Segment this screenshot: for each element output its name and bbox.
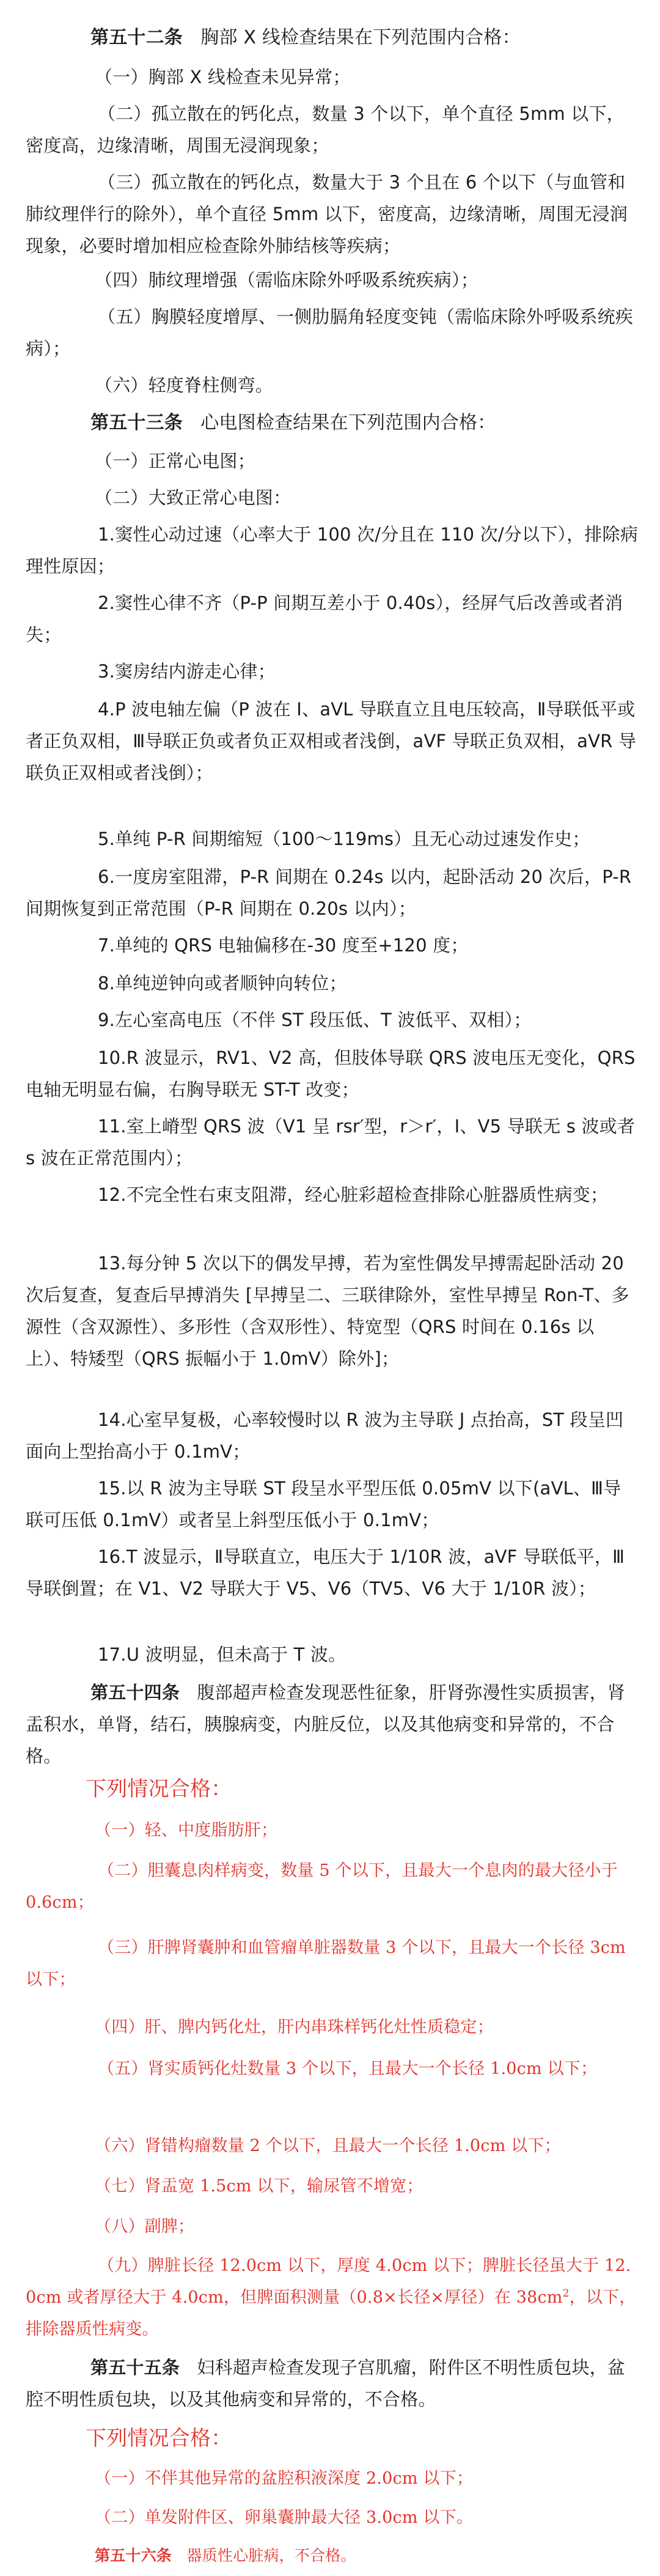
article-55-heading: 第五十五条 妇科超声检查发现子宫肌瘤，附件区不明性质包块，盆腔不明性质包块，以及其他病变和异常的，不合格。 [26, 2357, 626, 2410]
article-53-item: 3.窦房结内游走心律； [98, 661, 276, 682]
article-53-item: 17.U 波明显，但未高于 T 波。 [98, 1644, 346, 1665]
article-54-item: （三）肝脾肾囊肿和血管瘤单脏器数量 3 个以下，且最大一个长径 3cm 以下； [26, 1938, 626, 1989]
article-53-item: （一）正常心电图； [95, 451, 255, 471]
article-52-item: （一）胸部 X 线检查未见异常； [95, 67, 351, 87]
article-53-item: 13.每分钟 5 次以下的偶发早搏，若为室性偶发早搏需起卧活动 20 次后复查，复查后早搏消失 [早搏呈二、三联律除外，室性早搏呈 Ron-T、多源性（含双源性）、多形性（含双形性）、特宽型（QRS 时间在 0.16s 以上）、特矮型（QRS 振幅小于 1.0mV）除外]； [26, 1253, 629, 1369]
article-52-item: （五）胸膜轻度增厚、一侧肋膈角轻度变钝（需临床除外呼吸系统疾病）； [26, 306, 634, 359]
article-54-subhead: 下列情况合格： [86, 1777, 232, 1801]
article-54-heading: 第五十四条 腹部超声检查发现恶性征象，肝肾弥漫性实质损害，肾盂积水，单肾，结石，胰腺病变，内脏反位，以及其他病变和异常的，不合格。 [26, 1682, 626, 1766]
article-53-item: 11.室上嵴型 QRS 波（V1 呈 rsr′型，r＞r′，I、V5 导联无 s 波或者 s 波在正常范围内）； [26, 1116, 636, 1168]
article-53-item: 6.一度房室阻滞，P-R 间期在 0.24s 以内，起卧活动 20 次后，P-R 间期恢复到正常范围（P-R 间期在 0.20s 以内）； [26, 866, 632, 919]
article-52-item: （三）孤立散在的钙化点，数量大于 3 个且在 6 个以下（与血管和肺纹理伴行的除外），单个直径 5mm 以下，密度高，边缘清晰，周围无浸润现象，必要时增加相应检查除外肺结核等疾病； [26, 172, 628, 256]
article-53-item: 8.单纯逆钟向或者顺钟向转位； [98, 973, 347, 994]
article-53-item: 15.以 R 波为主导联 ST 段呈水平型压低 0.05mV 以下(aVL、Ⅲ导联可压低 0.1mV）或者呈上斜型压低小于 0.1mV； [26, 1478, 622, 1530]
article-52-item: （四）肺纹理增强（需临床除外呼吸系统疾病）； [95, 270, 479, 290]
article-54-item: （七）肾盂宽 1.5cm 以下，输尿管不增宽； [95, 2177, 424, 2196]
article-54-item: （五）肾实质钙化灶数量 3 个以下，且最大一个长径 1.0cm 以下； [98, 2059, 598, 2078]
article-53-item: 5.单纯 P-R 间期缩短（100～119ms）且无心动过速发作史； [98, 829, 590, 849]
article-54-item: （八）副脾； [95, 2217, 195, 2236]
article-52-item: （二）孤立散在的钙化点，数量 3 个以下，单个直径 5mm 以下，密度高，边缘清晰，周围无浸润现象； [26, 103, 625, 156]
article-55-item: （一）不伴其他异常的盆腔积液深度 2.0cm 以下； [95, 2469, 474, 2488]
article-53-item: 9.左心室高电压（不伴 ST 段压低、T 波低平、双相）； [98, 1009, 532, 1030]
article-53-heading: 第五十三条 心电图检查结果在下列范围内合格： [90, 412, 496, 434]
article-53-item: 1.窦性心动过速（心率大于 100 次/分且在 110 次/分以下），排除病理性原因； [26, 524, 638, 577]
article-53-item: 4.P 波电轴左偏（P 波在 I、aVL 导联直立且电压较高，Ⅱ导联低平或者正负双相，Ⅲ导联正负或者负正双相或者浅倒，aVF 导联正负双相，aVR 导联负正双相或者浅倒）； [26, 699, 637, 783]
article-52-heading: 第五十二条 胸部 X 线检查结果在下列范围内合格： [90, 27, 521, 48]
article-54-item: （二）胆囊息肉样病变，数量 5 个以下，且最大一个息肉的最大径小于 0.6cm； [26, 1861, 618, 1912]
article-53-item: （二）大致正常心电图： [95, 487, 292, 508]
article-52-item: （六）轻度脊柱侧弯。 [95, 375, 274, 396]
article-53-item: 7.单纯的 QRS 电轴偏移在-30 度至+120 度； [98, 935, 469, 956]
article-53-item: 16.T 波显示，Ⅱ导联直立，电压大于 1/10R 波，aVF 导联低平，Ⅲ导联倒置；在 V1、V2 导联大于 V5、V6（TV5、V6 大于 1/10R 波）； [26, 1546, 625, 1599]
article-55-subhead: 下列情况合格： [86, 2426, 232, 2451]
article-55-item: （二）单发附件区、卵巢囊肿最大径 3.0cm 以下。 [95, 2508, 474, 2527]
article-53-item: 14.心室早复极，心率较慢时以 R 波为主导联 J 点抬高，ST 段呈凹面向上型抬高小于 0.1mV； [26, 1409, 624, 1462]
article-54-item: （四）肝、脾内钙化灶，肝内串珠样钙化灶性质稳定； [95, 2018, 494, 2037]
article-54-item-9: （九）脾脏长径 12.0cm 以下，厚度 4.0cm 以下；脾脏长径虽大于 12.0cm 或者厚径大于 4.0cm，但脾面积测量（0.8×长径×厚径）在 $38cm^2$，以下，排除器质性病变。 [26, 2256, 636, 2339]
article-53-item: 2.窦性心律不齐（P-P 间期互差小于 0.40s），经屏气后改善或者消失； [26, 592, 623, 645]
article-54-item: （一）轻、中度脂肪肝； [95, 1821, 278, 1840]
superscript: 2 [562, 2287, 570, 2300]
article-53-item: 12.不完全性右束支阻滞，经心脏彩超检查排除心脏器质性病变； [98, 1184, 609, 1205]
article-56-heading: 第五十六条 器质性心脏病，不合格。 [95, 2547, 356, 2564]
article-54-item: （六）肾错构瘤数量 2 个以下，且最大一个长径 1.0cm 以下； [95, 2136, 561, 2155]
article-53-item: 10.R 波显示，RV1、V2 高，但肢体导联 QRS 波电压无变化，QRS 电轴无明显右偏，右胸导联无 ST-T 改变； [26, 1047, 636, 1100]
